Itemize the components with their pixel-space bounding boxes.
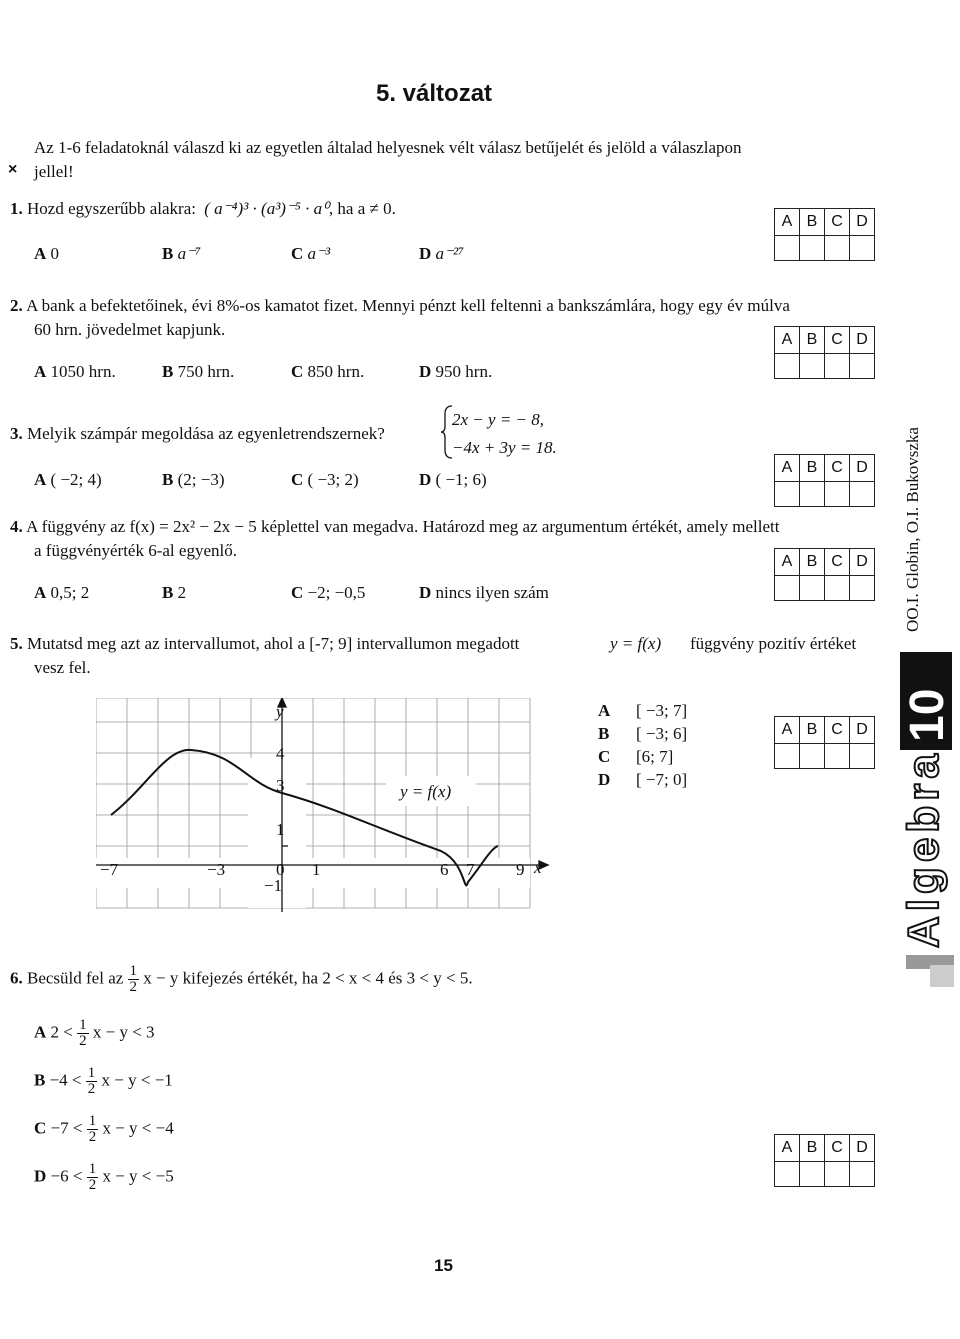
q4-option-c: C −2; −0,5 — [291, 583, 366, 602]
q5-option-a-text: [ −3; 7] — [636, 701, 688, 720]
q3-option-b: B (2; −3) — [162, 470, 225, 489]
graph-curve-label: y = f(x) — [400, 782, 452, 801]
q5-box-c[interactable] — [825, 744, 850, 769]
q1-option-a: A 0 — [34, 244, 60, 263]
q4-stem-line2: a függvényérték 6-al egyenlő. — [34, 541, 237, 560]
q4-box-d[interactable] — [850, 576, 875, 601]
page-number: 15 — [434, 1256, 453, 1275]
x-tick-label: 7 — [466, 860, 475, 879]
q1-box-b[interactable] — [800, 236, 825, 261]
function-graph — [96, 698, 550, 920]
q3-equation-1: 2x − y = − 8, — [452, 410, 545, 429]
instructions-line2: jellel! — [34, 162, 74, 181]
q2-stem-line2: 60 hrn. jövedelmet kapjunk. — [34, 320, 226, 339]
y-tick-label: 3 — [276, 776, 285, 795]
q3-equation-2: −4x + 3y = 18. — [452, 438, 557, 457]
q6-box-a[interactable] — [775, 1162, 800, 1187]
q6-box-b[interactable] — [800, 1162, 825, 1187]
q5-box-d[interactable] — [850, 744, 875, 769]
q6-answer-grid: A B C D — [774, 1134, 875, 1187]
q3-answer-grid: A B C D — [774, 454, 875, 507]
q4-box-b[interactable] — [800, 576, 825, 601]
q3-box-a[interactable] — [775, 482, 800, 507]
q1-text: Hozd egyszerűbb alakra: — [27, 199, 196, 218]
q4-option-b: B 2 — [162, 583, 187, 602]
q5-box-b[interactable] — [800, 744, 825, 769]
q5-option-d: D — [598, 770, 611, 789]
q5-option-c-text: [6; 7] — [636, 747, 674, 766]
q1-option-c: C a⁻³ — [291, 244, 331, 263]
x-tick-label: −7 — [100, 860, 119, 879]
q5-stem-line2: vesz fel. — [34, 658, 91, 677]
q3-option-c: C ( −3; 2) — [291, 470, 359, 489]
q4-option-a: A 0,5; 2 — [34, 583, 90, 602]
q1-stem — [10, 199, 396, 219]
graph-x-axis-label: x — [534, 858, 542, 877]
q2-box-c[interactable] — [825, 354, 850, 379]
q2-stem-line1: 2. A bank a befektetőinek, évi 8%-os kamatot fizet. Mennyi pénzt kell feltenni a bankszámlára, hogy egy év múlva — [10, 296, 790, 315]
q2-option-c: C 850 hrn. — [291, 362, 365, 381]
q6-fraction: $\frac{1}{2}$ — [129, 963, 138, 995]
q6-box-d[interactable] — [850, 1162, 875, 1187]
q5-option-d-text: [ −7; 0] — [636, 770, 688, 789]
y-tick-label: 4 — [276, 744, 285, 763]
q6-option-d: D −6 < $\frac{1}{2}$ x − y < −5 — [34, 1161, 174, 1193]
q5-answer-grid: A B C D — [774, 716, 875, 769]
q3-stem: 3. Melyik számpár megoldása az egyenletrendszernek? — [10, 424, 385, 443]
q4-answer-grid: A B C D — [774, 548, 875, 601]
q2-box-d[interactable] — [850, 354, 875, 379]
q1-number: 1. — [10, 199, 23, 218]
q2-option-d: D 950 hrn. — [419, 362, 493, 381]
q5-option-b: B — [598, 724, 610, 743]
q5-stem-line1: 5. Mutatsd meg azt az intervallumot, ahol a [-7; 9] intervallumon megadott — [10, 634, 520, 653]
q5-box-a[interactable] — [775, 744, 800, 769]
graph-y-axis-label: y — [276, 702, 284, 721]
q3-option-a: A ( −2; 4) — [34, 470, 102, 489]
q6-option-a: A 2 < $\frac{1}{2}$ x − y < 3 — [34, 1017, 155, 1049]
q5-option-b-text: [ −3; 6] — [636, 724, 688, 743]
y-tick-label: 1 — [276, 820, 285, 839]
q5-stem-line1b: függvény pozitív értéket — [690, 634, 857, 653]
q5-option-a: A — [598, 701, 611, 720]
q5-function: y = f(x) — [610, 634, 662, 653]
sidebar-grade: 10 — [901, 688, 954, 742]
q3-box-d[interactable] — [850, 482, 875, 507]
x-tick-label: 6 — [440, 860, 449, 879]
q1-box-c[interactable] — [825, 236, 850, 261]
q4-option-d: D nincs ilyen szám — [419, 583, 549, 602]
q1-box-d[interactable] — [850, 236, 875, 261]
q6-option-b: B −4 < $\frac{1}{2}$ x − y < −1 — [34, 1065, 173, 1097]
q1-answer-grid: A B C D — [774, 208, 875, 261]
sidebar-light-bar — [930, 965, 954, 987]
q6-option-c: C −7 < $\frac{1}{2}$ x − y < −4 — [34, 1113, 174, 1145]
q1-option-b: B a⁻⁷ — [162, 244, 201, 263]
q6-box-c[interactable] — [825, 1162, 850, 1187]
q3-box-c[interactable] — [825, 482, 850, 507]
sidebar-subject: Algebra — [899, 749, 948, 948]
q5-option-c: C — [598, 747, 611, 766]
y-tick-label: −1 — [264, 876, 283, 895]
sidebar-authors: OO.I. Globin, O.I. Bukovszka — [903, 427, 922, 632]
x-tick-label: 9 — [516, 860, 525, 879]
q6-stem: 6. Becsüld fel az $\frac{1}{2}$ x − y kifejezés értékét, ha 2 < x < 4 és 3 < y < 5. — [10, 963, 473, 995]
q4-box-c[interactable] — [825, 576, 850, 601]
instructions-line1: Az 1-6 feladatoknál válaszd ki az egyetlen általad helyesnek vélt válasz betűjelét és jelöld a válaszlapon — [34, 138, 742, 157]
cross-mark-icon: × — [8, 161, 18, 178]
q2-answer-grid: A B C D — [774, 326, 875, 379]
q1-option-d: D a⁻²⁷ — [419, 244, 465, 263]
q2-option-b: B 750 hrn. — [162, 362, 235, 381]
q3-box-b[interactable] — [800, 482, 825, 507]
q3-option-d: D ( −1; 6) — [419, 470, 487, 489]
x-tick-label: 0 — [276, 860, 285, 879]
x-tick-label: −3 — [207, 860, 226, 879]
q1-box-a[interactable] — [775, 236, 800, 261]
q1-condition: , ha a ≠ 0. — [328, 199, 396, 218]
q4-box-a[interactable] — [775, 576, 800, 601]
q2-option-a: A 1050 hrn. — [34, 362, 116, 381]
q2-box-b[interactable] — [800, 354, 825, 379]
page-title: 5. változat — [376, 80, 493, 107]
q1-expression: ( a⁻⁴)³ · (a³)⁻⁵ · a⁰ — [204, 199, 329, 218]
x-tick-label: 1 — [312, 860, 321, 879]
q4-stem-line1: 4. A függvény az f(x) = 2x² − 2x − 5 képlettel van megadva. Határozd meg az argumentum értékét, amely mellett — [10, 517, 780, 536]
q2-box-a[interactable] — [775, 354, 800, 379]
